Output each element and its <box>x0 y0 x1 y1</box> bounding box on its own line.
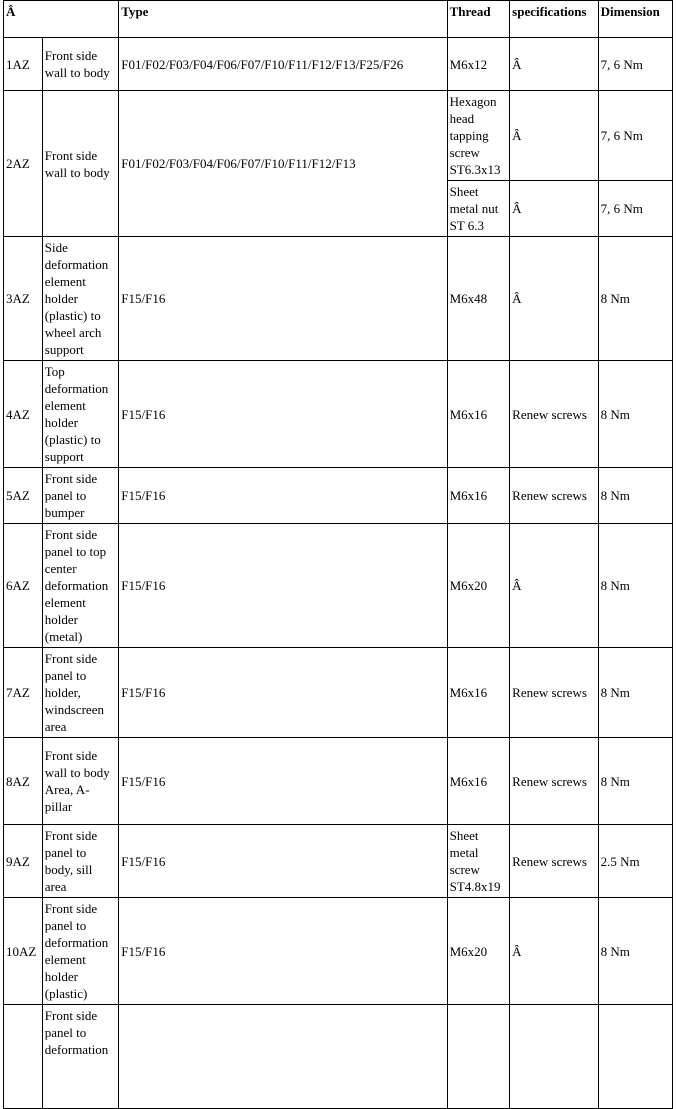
row-id: 1AZ <box>4 38 43 91</box>
row-description: Front side panel to deformation <box>42 1005 118 1109</box>
row-thread: M6x20 <box>447 524 510 648</box>
row-spec: Â <box>510 38 598 91</box>
row-dimension: 8 Nm <box>598 524 672 648</box>
row-spec: Â <box>510 237 598 361</box>
row-dimension: 8 Nm <box>598 648 672 738</box>
row-id: 7AZ <box>4 648 43 738</box>
row-spec: Renew screws <box>510 648 598 738</box>
row-description: Front side wall to body <box>42 38 118 91</box>
row-id: 4AZ <box>4 361 43 468</box>
row-type: F15/F16 <box>119 361 447 468</box>
row-description: Side deformation element holder (plastic) to wheel arch support <box>42 237 118 361</box>
row-thread: M6x16 <box>447 468 510 524</box>
row-thread: M6x20 <box>447 898 510 1005</box>
table-row <box>4 825 673 898</box>
row-dimension: 7, 6 Nm <box>598 181 672 237</box>
row-description: Front side panel to holder, windscreen area <box>42 648 118 738</box>
row-dimension: 8 Nm <box>598 468 672 524</box>
row-spec: Renew screws <box>510 825 598 898</box>
row-type: F01/F02/F03/F04/F06/F07/F10/F11/F12/F13/F25/F26 <box>119 38 447 91</box>
row-id: 2AZ <box>4 91 43 237</box>
row-spec: Â <box>510 524 598 648</box>
row-dimension <box>598 1005 672 1109</box>
table-row <box>4 524 673 648</box>
row-thread: Hexagon head tapping screw ST6.3x13 <box>447 91 510 181</box>
row-type: F15/F16 <box>119 825 447 898</box>
row-description: Front side wall to body Area, A-pillar <box>42 738 118 825</box>
torque-spec-table <box>3 0 673 1109</box>
table-row <box>4 91 673 181</box>
header-col-thread: Thread <box>447 1 510 38</box>
row-thread: M6x16 <box>447 648 510 738</box>
row-description: Front side wall to body <box>42 91 118 237</box>
row-type: F15/F16 <box>119 738 447 825</box>
row-type: F15/F16 <box>119 468 447 524</box>
row-type: F15/F16 <box>119 648 447 738</box>
table-row <box>4 38 673 91</box>
table-row <box>4 648 673 738</box>
row-id: 5AZ <box>4 468 43 524</box>
row-type: F15/F16 <box>119 524 447 648</box>
row-spec: Â <box>510 181 598 237</box>
row-description: Front side panel to deformation element holder (plastic) <box>42 898 118 1005</box>
row-dimension: 7, 6 Nm <box>598 38 672 91</box>
row-spec: Â <box>510 898 598 1005</box>
row-dimension: 8 Nm <box>598 738 672 825</box>
row-thread: Sheet metal screw ST4.8x19 <box>447 825 510 898</box>
row-dimension: 2.5 Nm <box>598 825 672 898</box>
row-dimension: 8 Nm <box>598 361 672 468</box>
header-col-type: Type <box>119 1 447 38</box>
row-spec <box>510 1005 598 1109</box>
table-row <box>4 1005 673 1109</box>
row-id: 6AZ <box>4 524 43 648</box>
row-description: Top deformation element holder (plastic) to support <box>42 361 118 468</box>
row-spec: Â <box>510 91 598 181</box>
row-description: Front side panel to body, sill area <box>42 825 118 898</box>
row-spec: Renew screws <box>510 468 598 524</box>
row-id: 8AZ <box>4 738 43 825</box>
row-thread: M6x12 <box>447 38 510 91</box>
row-dimension: 8 Nm <box>598 237 672 361</box>
row-thread: M6x16 <box>447 361 510 468</box>
row-dimension: 7, 6 Nm <box>598 91 672 181</box>
row-thread: M6x16 <box>447 738 510 825</box>
row-dimension: 8 Nm <box>598 898 672 1005</box>
row-spec: Renew screws <box>510 738 598 825</box>
row-spec: Renew screws <box>510 361 598 468</box>
table-row <box>4 237 673 361</box>
row-id: 3AZ <box>4 237 43 361</box>
header-col-a: Â <box>4 1 119 38</box>
row-thread: M6x48 <box>447 237 510 361</box>
row-id: 10AZ <box>4 898 43 1005</box>
header-row <box>4 1 673 38</box>
row-type: F15/F16 <box>119 237 447 361</box>
row-description: Front side panel to bumper <box>42 468 118 524</box>
table-row <box>4 738 673 825</box>
row-thread <box>447 1005 510 1109</box>
table-row <box>4 898 673 1005</box>
row-description: Front side panel to top center deformation element holder (metal) <box>42 524 118 648</box>
row-type: F15/F16 <box>119 898 447 1005</box>
table-row <box>4 468 673 524</box>
table-body <box>4 38 673 1109</box>
row-id <box>4 1005 43 1109</box>
row-id: 9AZ <box>4 825 43 898</box>
row-type: F01/F02/F03/F04/F06/F07/F10/F11/F12/F13 <box>119 91 447 237</box>
row-thread: Sheet metal nut ST 6.3 <box>447 181 510 237</box>
header-col-specifications: specifications <box>510 1 598 38</box>
header-col-dimension: Dimension <box>598 1 672 38</box>
table-row <box>4 361 673 468</box>
row-type <box>119 1005 447 1109</box>
